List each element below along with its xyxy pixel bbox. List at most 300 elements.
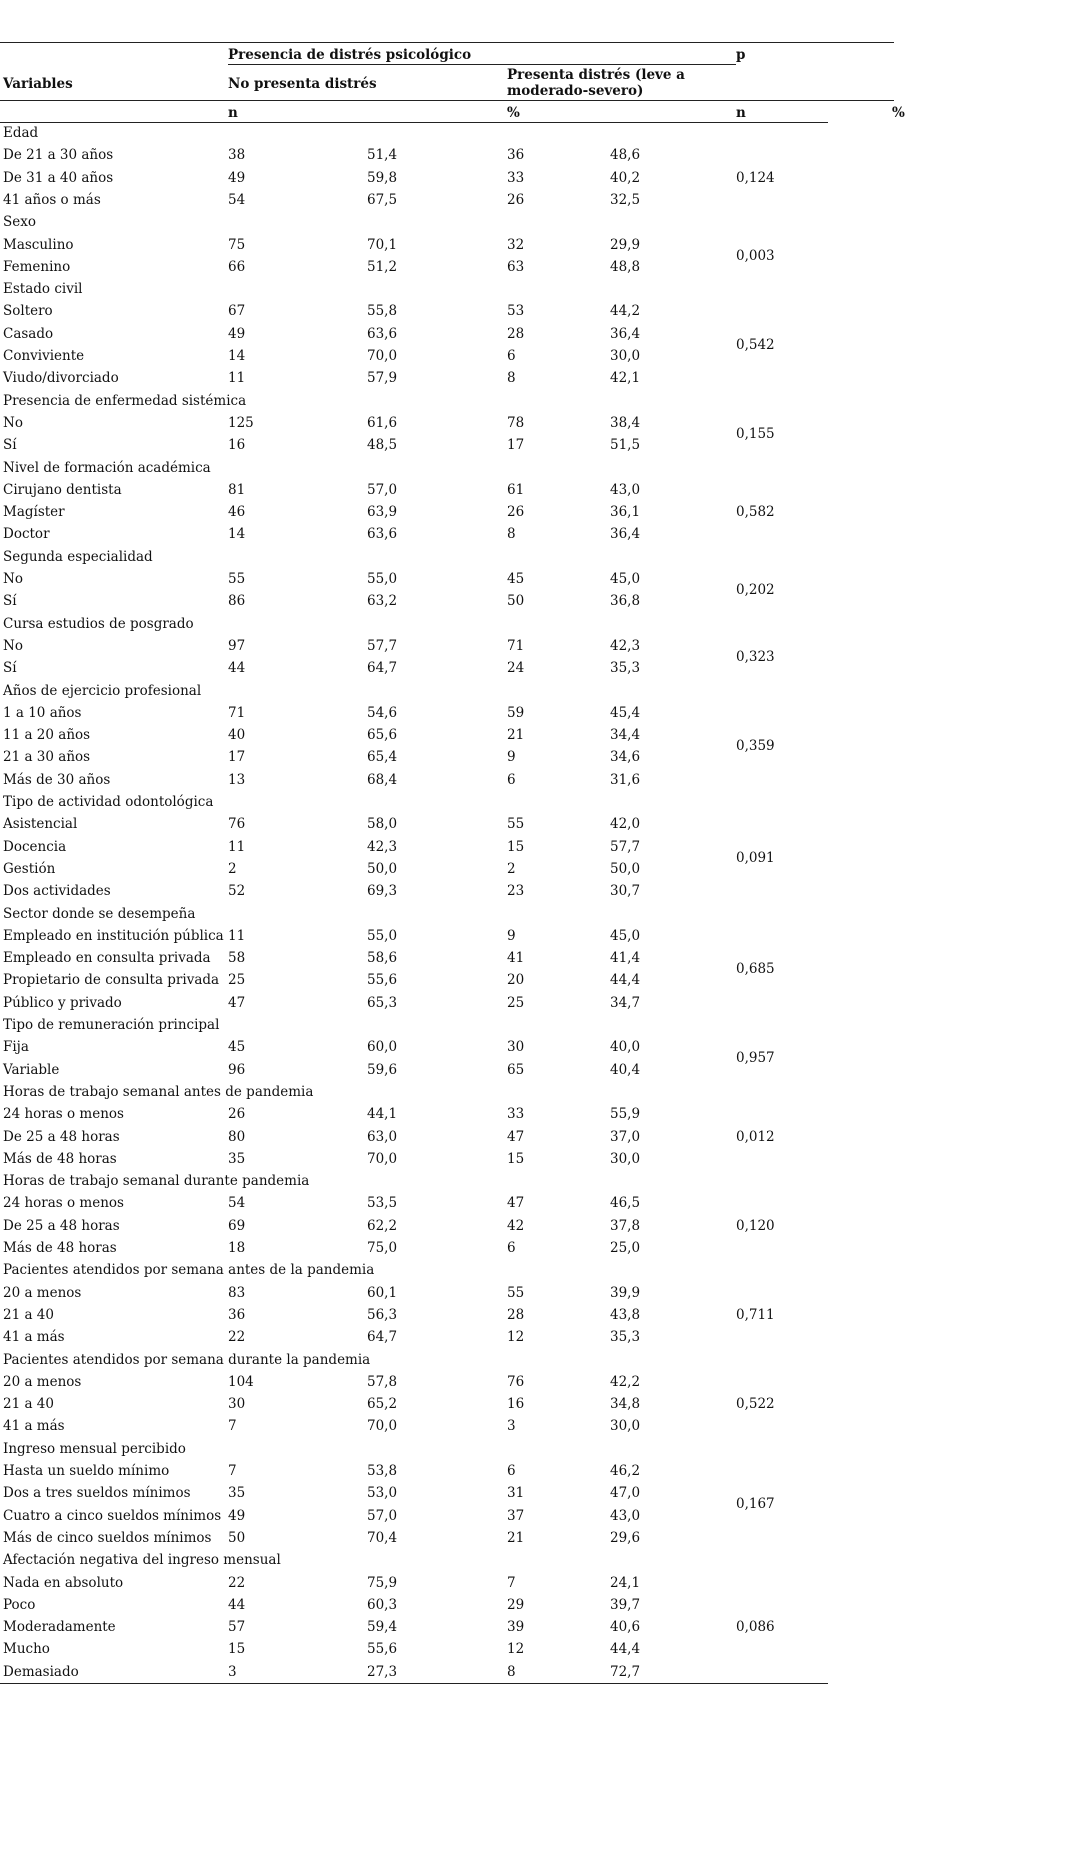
cell-label: Asistencial bbox=[3, 816, 78, 833]
cell-n1: 83 bbox=[228, 1284, 246, 1301]
cell-n1: 2 bbox=[228, 860, 237, 877]
group-p-value: 0,155 bbox=[736, 426, 775, 443]
table-row bbox=[0, 1106, 900, 1128]
cell-n1: 7 bbox=[228, 1418, 237, 1435]
cell-label: No bbox=[3, 571, 23, 587]
cell-pct2: 46,2 bbox=[610, 1463, 641, 1479]
group-title: Cursa estudios de posgrado bbox=[3, 615, 194, 632]
cell-pct2: 39,7 bbox=[610, 1596, 641, 1613]
cell-pct2: 36,4 bbox=[610, 526, 641, 543]
cell-n1: 86 bbox=[228, 593, 246, 610]
header-no-presenta: No presenta distrés bbox=[228, 76, 377, 92]
cell-label: 21 a 40 bbox=[3, 1396, 54, 1413]
group-title: Nivel de formación académica bbox=[3, 459, 211, 476]
cell-pct2: 32,5 bbox=[610, 191, 641, 208]
cell-pct1: 53,5 bbox=[367, 1195, 398, 1212]
cell-pct2: 29,6 bbox=[610, 1529, 641, 1546]
cell-pct1: 55,0 bbox=[367, 927, 398, 944]
cell-pct2: 35,3 bbox=[610, 1329, 641, 1346]
cell-label: 41 a más bbox=[3, 1329, 65, 1346]
cell-pct2: 46,5 bbox=[610, 1195, 641, 1212]
cell-n1: 50 bbox=[228, 1529, 246, 1546]
cell-pct1: 65,3 bbox=[367, 994, 398, 1011]
cell-n1: 76 bbox=[228, 816, 246, 833]
group-title: Afectación negativa del ingreso mensual bbox=[3, 1552, 281, 1569]
cell-n2: 21 bbox=[507, 727, 525, 744]
column-header-rule bbox=[0, 122, 828, 123]
cell-n2: 55 bbox=[507, 816, 525, 833]
group-p-value: 0,582 bbox=[736, 504, 775, 521]
cell-pct2: 39,9 bbox=[610, 1284, 641, 1301]
cell-n1: 54 bbox=[228, 1195, 246, 1212]
group-p-value: 0,711 bbox=[736, 1306, 775, 1323]
cell-n1: 97 bbox=[228, 637, 246, 654]
cell-n1: 71 bbox=[228, 704, 246, 721]
cell-pct2: 40,0 bbox=[610, 1039, 641, 1056]
cell-label: Sí bbox=[3, 437, 17, 454]
cell-pct2: 42,2 bbox=[610, 1373, 641, 1390]
group-title-row bbox=[0, 1262, 900, 1284]
cell-pct1: 62,2 bbox=[367, 1217, 398, 1234]
cell-pct1: 57,9 bbox=[367, 370, 398, 387]
group-p-value: 0,359 bbox=[736, 738, 775, 755]
cell-label: Conviviente bbox=[3, 348, 85, 364]
cell-n1: 3 bbox=[228, 1663, 237, 1680]
cell-pct1: 75,0 bbox=[367, 1240, 398, 1256]
table-row bbox=[0, 1240, 900, 1262]
cell-label: De 31 a 40 años bbox=[3, 169, 114, 186]
group-p-value: 0,685 bbox=[736, 961, 775, 978]
cell-pct2: 37,8 bbox=[610, 1217, 641, 1234]
cell-label: Dos actividades bbox=[3, 883, 111, 900]
cell-pct1: 65,2 bbox=[367, 1396, 398, 1413]
cell-pct2: 29,9 bbox=[610, 236, 641, 253]
cell-pct1: 63,9 bbox=[367, 504, 398, 521]
cell-pct1: 54,6 bbox=[367, 704, 398, 721]
cell-pct2: 57,7 bbox=[610, 838, 641, 855]
cell-pct1: 50,0 bbox=[367, 860, 398, 877]
cell-pct1: 51,4 bbox=[367, 147, 398, 164]
cell-label: 21 a 30 años bbox=[3, 749, 91, 766]
group-title-row bbox=[0, 1084, 900, 1106]
cell-label: 24 horas o menos bbox=[3, 1106, 124, 1123]
table-row bbox=[0, 883, 900, 905]
cell-n1: 104 bbox=[228, 1373, 254, 1390]
cell-pct1: 75,9 bbox=[367, 1574, 398, 1591]
cell-pct2: 35,3 bbox=[610, 660, 641, 677]
cell-n1: 125 bbox=[228, 414, 254, 431]
cell-pct1: 57,0 bbox=[367, 481, 398, 498]
cell-label: Poco bbox=[3, 1596, 36, 1613]
cell-pct1: 67,5 bbox=[367, 191, 398, 208]
cell-pct2: 34,4 bbox=[610, 727, 641, 744]
group-title-row bbox=[0, 906, 900, 928]
cell-n2: 16 bbox=[507, 1396, 525, 1413]
cell-pct1: 70,0 bbox=[367, 1150, 398, 1167]
group-p-value: 0,167 bbox=[736, 1496, 775, 1513]
table-row bbox=[0, 705, 900, 727]
subheader-rule bbox=[0, 100, 894, 101]
cell-n2: 71 bbox=[507, 637, 525, 654]
table-row bbox=[0, 1530, 900, 1552]
cell-pct2: 36,4 bbox=[610, 325, 641, 342]
cell-n2: 47 bbox=[507, 1195, 525, 1212]
cell-pct2: 41,4 bbox=[610, 950, 641, 967]
table-row bbox=[0, 772, 900, 794]
cell-n2: 28 bbox=[507, 325, 525, 342]
cell-n2: 6 bbox=[507, 1463, 516, 1479]
cell-n2: 6 bbox=[507, 348, 516, 364]
cell-n1: 54 bbox=[228, 191, 246, 208]
cell-pct2: 47,0 bbox=[610, 1485, 641, 1502]
group-p-value: 0,120 bbox=[736, 1217, 775, 1234]
group-p-value: 0,202 bbox=[736, 582, 775, 599]
cell-pct2: 36,1 bbox=[610, 504, 641, 521]
cell-n1: 35 bbox=[228, 1150, 246, 1167]
cell-label: Doctor bbox=[3, 526, 50, 543]
cell-pct2: 42,1 bbox=[610, 370, 641, 387]
cell-n1: 67 bbox=[228, 303, 246, 320]
group-title-row bbox=[0, 1352, 900, 1374]
cell-n2: 63 bbox=[507, 258, 525, 275]
cell-pct1: 55,8 bbox=[367, 303, 398, 320]
cell-label: Sí bbox=[3, 593, 17, 610]
group-title-row bbox=[0, 794, 900, 816]
cell-pct2: 30,0 bbox=[610, 1150, 641, 1167]
cell-n2: 55 bbox=[507, 1284, 525, 1301]
cell-n2: 26 bbox=[507, 504, 525, 521]
cell-label: Más de cinco sueldos mínimos bbox=[3, 1529, 212, 1546]
cell-pct1: 63,0 bbox=[367, 1128, 398, 1145]
group-p-value: 0,086 bbox=[736, 1619, 775, 1636]
cell-n2: 33 bbox=[507, 1106, 525, 1123]
cell-label: Más de 48 horas bbox=[3, 1150, 117, 1167]
cell-label: 20 a menos bbox=[3, 1373, 82, 1390]
cell-n2: 65 bbox=[507, 1061, 525, 1078]
cell-n1: 30 bbox=[228, 1396, 246, 1413]
group-p-value: 0,012 bbox=[736, 1128, 775, 1145]
cell-label: 21 a 40 bbox=[3, 1306, 54, 1323]
cell-pct2: 45,4 bbox=[610, 704, 641, 721]
cell-pct2: 40,2 bbox=[610, 169, 641, 186]
group-p-value: 0,323 bbox=[736, 649, 775, 666]
header-presenta-line2: moderado-severo) bbox=[507, 83, 644, 99]
cell-n2: 47 bbox=[507, 1128, 525, 1145]
group-title: Tipo de actividad odontológica bbox=[3, 794, 214, 810]
cell-pct1: 65,6 bbox=[367, 727, 398, 744]
cell-n1: 38 bbox=[228, 147, 246, 164]
cell-pct2: 30,7 bbox=[610, 883, 641, 900]
table-row bbox=[0, 928, 900, 950]
cell-label: De 25 a 48 horas bbox=[3, 1217, 120, 1234]
cell-label: Demasiado bbox=[3, 1663, 79, 1680]
cell-n2: 2 bbox=[507, 860, 516, 877]
cell-n2: 32 bbox=[507, 236, 525, 253]
cell-n1: 36 bbox=[228, 1306, 246, 1323]
cell-pct1: 51,2 bbox=[367, 258, 398, 275]
cell-n2: 20 bbox=[507, 972, 525, 989]
group-p-value: 0,957 bbox=[736, 1050, 775, 1067]
cell-n1: 11 bbox=[228, 838, 246, 855]
cell-pct1: 56,3 bbox=[367, 1306, 398, 1323]
group-title: Segunda especialidad bbox=[3, 548, 153, 565]
cell-n1: 47 bbox=[228, 994, 246, 1011]
cell-n2: 3 bbox=[507, 1418, 516, 1435]
cell-pct1: 57,0 bbox=[367, 1507, 398, 1524]
table-row bbox=[0, 1374, 900, 1396]
cell-pct1: 48,5 bbox=[367, 437, 398, 454]
header-p: p bbox=[736, 47, 746, 63]
cell-pct1: 59,4 bbox=[367, 1619, 398, 1636]
cell-n1: 44 bbox=[228, 1596, 246, 1613]
group-p-value: 0,542 bbox=[736, 336, 775, 353]
header-presencia: Presencia de distrés psicológico bbox=[228, 47, 472, 63]
group-title: Tipo de remuneración principal bbox=[3, 1017, 220, 1033]
cell-n2: 50 bbox=[507, 593, 525, 610]
cell-n2: 31 bbox=[507, 1485, 525, 1502]
table-row bbox=[0, 147, 900, 169]
cell-pct2: 44,4 bbox=[610, 1641, 641, 1658]
table-row bbox=[0, 816, 900, 838]
cell-n2: 15 bbox=[507, 1150, 525, 1167]
cell-n2: 36 bbox=[507, 147, 525, 164]
cell-pct2: 45,0 bbox=[610, 571, 641, 587]
cell-n2: 6 bbox=[507, 1240, 516, 1256]
group-title: Ingreso mensual percibido bbox=[3, 1440, 186, 1457]
group-title-row bbox=[0, 1441, 900, 1463]
cell-pct1: 63,6 bbox=[367, 325, 398, 342]
cell-label: 24 horas o menos bbox=[3, 1195, 124, 1212]
group-title: Pacientes atendidos por semana durante la pandemia bbox=[3, 1351, 371, 1368]
header-variables: Variables bbox=[3, 76, 73, 92]
cell-pct1: 60,1 bbox=[367, 1284, 398, 1301]
cell-label: 41 a más bbox=[3, 1418, 65, 1435]
cell-pct2: 40,6 bbox=[610, 1619, 641, 1636]
group-title-row bbox=[0, 683, 900, 705]
table-row bbox=[0, 1575, 900, 1597]
cell-pct2: 43,0 bbox=[610, 1507, 641, 1524]
cell-label: Más de 30 años bbox=[3, 771, 111, 788]
group-title-row bbox=[0, 549, 900, 571]
cell-label: Casado bbox=[3, 325, 54, 342]
cell-pct1: 65,4 bbox=[367, 749, 398, 766]
cell-pct1: 59,8 bbox=[367, 169, 398, 186]
cell-pct1: 59,6 bbox=[367, 1061, 398, 1078]
cell-n2: 78 bbox=[507, 414, 525, 431]
cell-pct2: 37,0 bbox=[610, 1128, 641, 1145]
table-row bbox=[0, 303, 900, 325]
cell-label: Docencia bbox=[3, 838, 67, 855]
cell-n1: 58 bbox=[228, 950, 246, 967]
group-title-row bbox=[0, 1552, 900, 1574]
cell-label: 41 años o más bbox=[3, 191, 101, 208]
cell-pct2: 44,4 bbox=[610, 972, 641, 989]
cell-pct1: 44,1 bbox=[367, 1106, 398, 1123]
cell-n1: 80 bbox=[228, 1128, 246, 1145]
bottom-rule bbox=[0, 1683, 828, 1684]
cell-n2: 76 bbox=[507, 1373, 525, 1390]
cell-label: Propietario de consulta privada bbox=[3, 972, 220, 989]
group-title-row bbox=[0, 616, 900, 638]
cell-pct2: 43,8 bbox=[610, 1306, 641, 1323]
cell-n2: 23 bbox=[507, 883, 525, 900]
cell-pct2: 43,0 bbox=[610, 481, 641, 498]
cell-pct1: 70,0 bbox=[367, 348, 398, 364]
cell-n2: 12 bbox=[507, 1329, 525, 1346]
group-title: Sector donde se desempeña bbox=[3, 905, 196, 922]
cell-pct1: 63,2 bbox=[367, 593, 398, 610]
header-presenta-line1: Presenta distrés (leve a bbox=[507, 67, 685, 83]
cell-label: Sí bbox=[3, 660, 17, 677]
cell-label: Dos a tres sueldos mínimos bbox=[3, 1485, 191, 1502]
cell-n1: 25 bbox=[228, 972, 246, 989]
cell-label: Soltero bbox=[3, 303, 53, 320]
group-p-value: 0,003 bbox=[736, 247, 775, 264]
cell-n2: 8 bbox=[507, 526, 516, 543]
cell-n1: 75 bbox=[228, 236, 246, 253]
cell-pct1: 70,1 bbox=[367, 236, 398, 253]
cell-n2: 8 bbox=[507, 1663, 516, 1680]
cell-pct1: 57,7 bbox=[367, 637, 398, 654]
cell-pct1: 70,0 bbox=[367, 1418, 398, 1435]
cell-n1: 49 bbox=[228, 1507, 246, 1524]
cell-n2: 8 bbox=[507, 370, 516, 387]
cell-n1: 66 bbox=[228, 258, 246, 275]
cell-pct1: 69,3 bbox=[367, 883, 398, 900]
table-row bbox=[0, 995, 900, 1017]
table-row bbox=[0, 1641, 900, 1663]
cell-n1: 35 bbox=[228, 1485, 246, 1502]
cell-n1: 13 bbox=[228, 771, 246, 788]
cell-n2: 26 bbox=[507, 191, 525, 208]
cell-n1: 15 bbox=[228, 1641, 246, 1658]
cell-pct1: 53,8 bbox=[367, 1463, 398, 1479]
table-row bbox=[0, 1418, 900, 1440]
table-row bbox=[0, 370, 900, 392]
cell-label: 20 a menos bbox=[3, 1284, 82, 1301]
cell-n2: 37 bbox=[507, 1507, 525, 1524]
cell-n1: 7 bbox=[228, 1463, 237, 1479]
table-row bbox=[0, 192, 900, 214]
cell-label: Masculino bbox=[3, 236, 74, 253]
cell-pct2: 48,8 bbox=[610, 258, 641, 275]
table-row bbox=[0, 1597, 900, 1619]
group-p-value: 0,124 bbox=[736, 169, 775, 186]
cell-n1: 46 bbox=[228, 504, 246, 521]
cell-label: Cirujano dentista bbox=[3, 481, 122, 498]
cell-n2: 53 bbox=[507, 303, 525, 320]
cell-label: Variable bbox=[3, 1061, 60, 1078]
cell-n2: 12 bbox=[507, 1641, 525, 1658]
cell-label: No bbox=[3, 414, 23, 431]
cell-label: Femenino bbox=[3, 258, 71, 275]
cell-pct1: 60,0 bbox=[367, 1039, 398, 1056]
cell-pct2: 55,9 bbox=[610, 1106, 641, 1123]
cell-n1: 11 bbox=[228, 370, 246, 387]
cell-n1: 22 bbox=[228, 1574, 246, 1591]
cell-pct1: 68,4 bbox=[367, 771, 398, 788]
cell-n1: 17 bbox=[228, 749, 246, 766]
group-title: Horas de trabajo semanal durante pandemia bbox=[3, 1173, 310, 1190]
header-n1: n bbox=[228, 105, 238, 121]
cell-pct2: 31,6 bbox=[610, 771, 641, 788]
cell-pct1: 42,3 bbox=[367, 838, 398, 855]
cell-n2: 39 bbox=[507, 1619, 525, 1636]
header-pct1: % bbox=[507, 105, 520, 121]
group-p-value: 0,091 bbox=[736, 849, 775, 866]
cell-n2: 29 bbox=[507, 1596, 525, 1613]
group-title: Pacientes atendidos por semana antes de la pandemia bbox=[3, 1262, 375, 1279]
group-title-row bbox=[0, 1017, 900, 1039]
cell-n1: 16 bbox=[228, 437, 246, 454]
group-title: Edad bbox=[3, 125, 39, 141]
cell-n1: 96 bbox=[228, 1061, 246, 1078]
table-row bbox=[0, 1463, 900, 1485]
cell-label: Hasta un sueldo mínimo bbox=[3, 1463, 170, 1479]
cell-pct2: 34,7 bbox=[610, 994, 641, 1011]
cell-n1: 11 bbox=[228, 927, 246, 944]
cell-n1: 22 bbox=[228, 1329, 246, 1346]
cell-pct1: 27,3 bbox=[367, 1663, 398, 1680]
cell-n2: 9 bbox=[507, 927, 516, 944]
cell-label: Viudo/divorciado bbox=[3, 370, 119, 387]
cell-label: Cuatro a cinco sueldos mínimos bbox=[3, 1507, 222, 1524]
cell-n1: 14 bbox=[228, 526, 246, 543]
cell-n2: 7 bbox=[507, 1574, 516, 1591]
cell-n1: 14 bbox=[228, 348, 246, 364]
group-p-value: 0,522 bbox=[736, 1396, 775, 1413]
table-row bbox=[0, 1285, 900, 1307]
cell-pct1: 64,7 bbox=[367, 1329, 398, 1346]
cell-pct2: 34,6 bbox=[610, 749, 641, 766]
cell-label: De 21 a 30 años bbox=[3, 147, 114, 164]
cell-pct2: 25,0 bbox=[610, 1240, 641, 1256]
cell-n2: 9 bbox=[507, 749, 516, 766]
group-title: Años de ejercicio profesional bbox=[3, 682, 202, 699]
cell-pct1: 70,4 bbox=[367, 1529, 398, 1546]
cell-pct2: 24,1 bbox=[610, 1574, 641, 1591]
cell-n2: 30 bbox=[507, 1039, 525, 1056]
cell-pct1: 55,6 bbox=[367, 1641, 398, 1658]
cell-pct2: 38,4 bbox=[610, 414, 641, 431]
cell-label: No bbox=[3, 637, 23, 654]
cell-pct1: 58,6 bbox=[367, 950, 398, 967]
cell-pct1: 55,0 bbox=[367, 571, 398, 587]
cell-n2: 59 bbox=[507, 704, 525, 721]
cell-n2: 45 bbox=[507, 571, 525, 587]
cell-pct2: 44,2 bbox=[610, 303, 641, 320]
cell-pct2: 45,0 bbox=[610, 927, 641, 944]
cell-n2: 24 bbox=[507, 660, 525, 677]
group-title-row bbox=[0, 214, 900, 236]
cell-n1: 81 bbox=[228, 481, 246, 498]
cell-n2: 41 bbox=[507, 950, 525, 967]
group-title: Presencia de enfermedad sistémica bbox=[3, 392, 247, 409]
cell-label: Magíster bbox=[3, 504, 65, 521]
group-title: Horas de trabajo semanal antes de pandemia bbox=[3, 1083, 314, 1100]
cell-label: 11 a 20 años bbox=[3, 727, 91, 744]
presencia-underline bbox=[228, 64, 736, 65]
cell-n2: 42 bbox=[507, 1217, 525, 1234]
cell-n1: 49 bbox=[228, 169, 246, 186]
cell-pct1: 61,6 bbox=[367, 414, 398, 431]
cell-pct2: 42,3 bbox=[610, 637, 641, 654]
cell-pct2: 34,8 bbox=[610, 1396, 641, 1413]
cell-label: Empleado en consulta privada bbox=[3, 950, 211, 967]
cell-pct2: 51,5 bbox=[610, 437, 641, 454]
cell-label: Más de 48 horas bbox=[3, 1240, 117, 1256]
table-row bbox=[0, 1329, 900, 1351]
